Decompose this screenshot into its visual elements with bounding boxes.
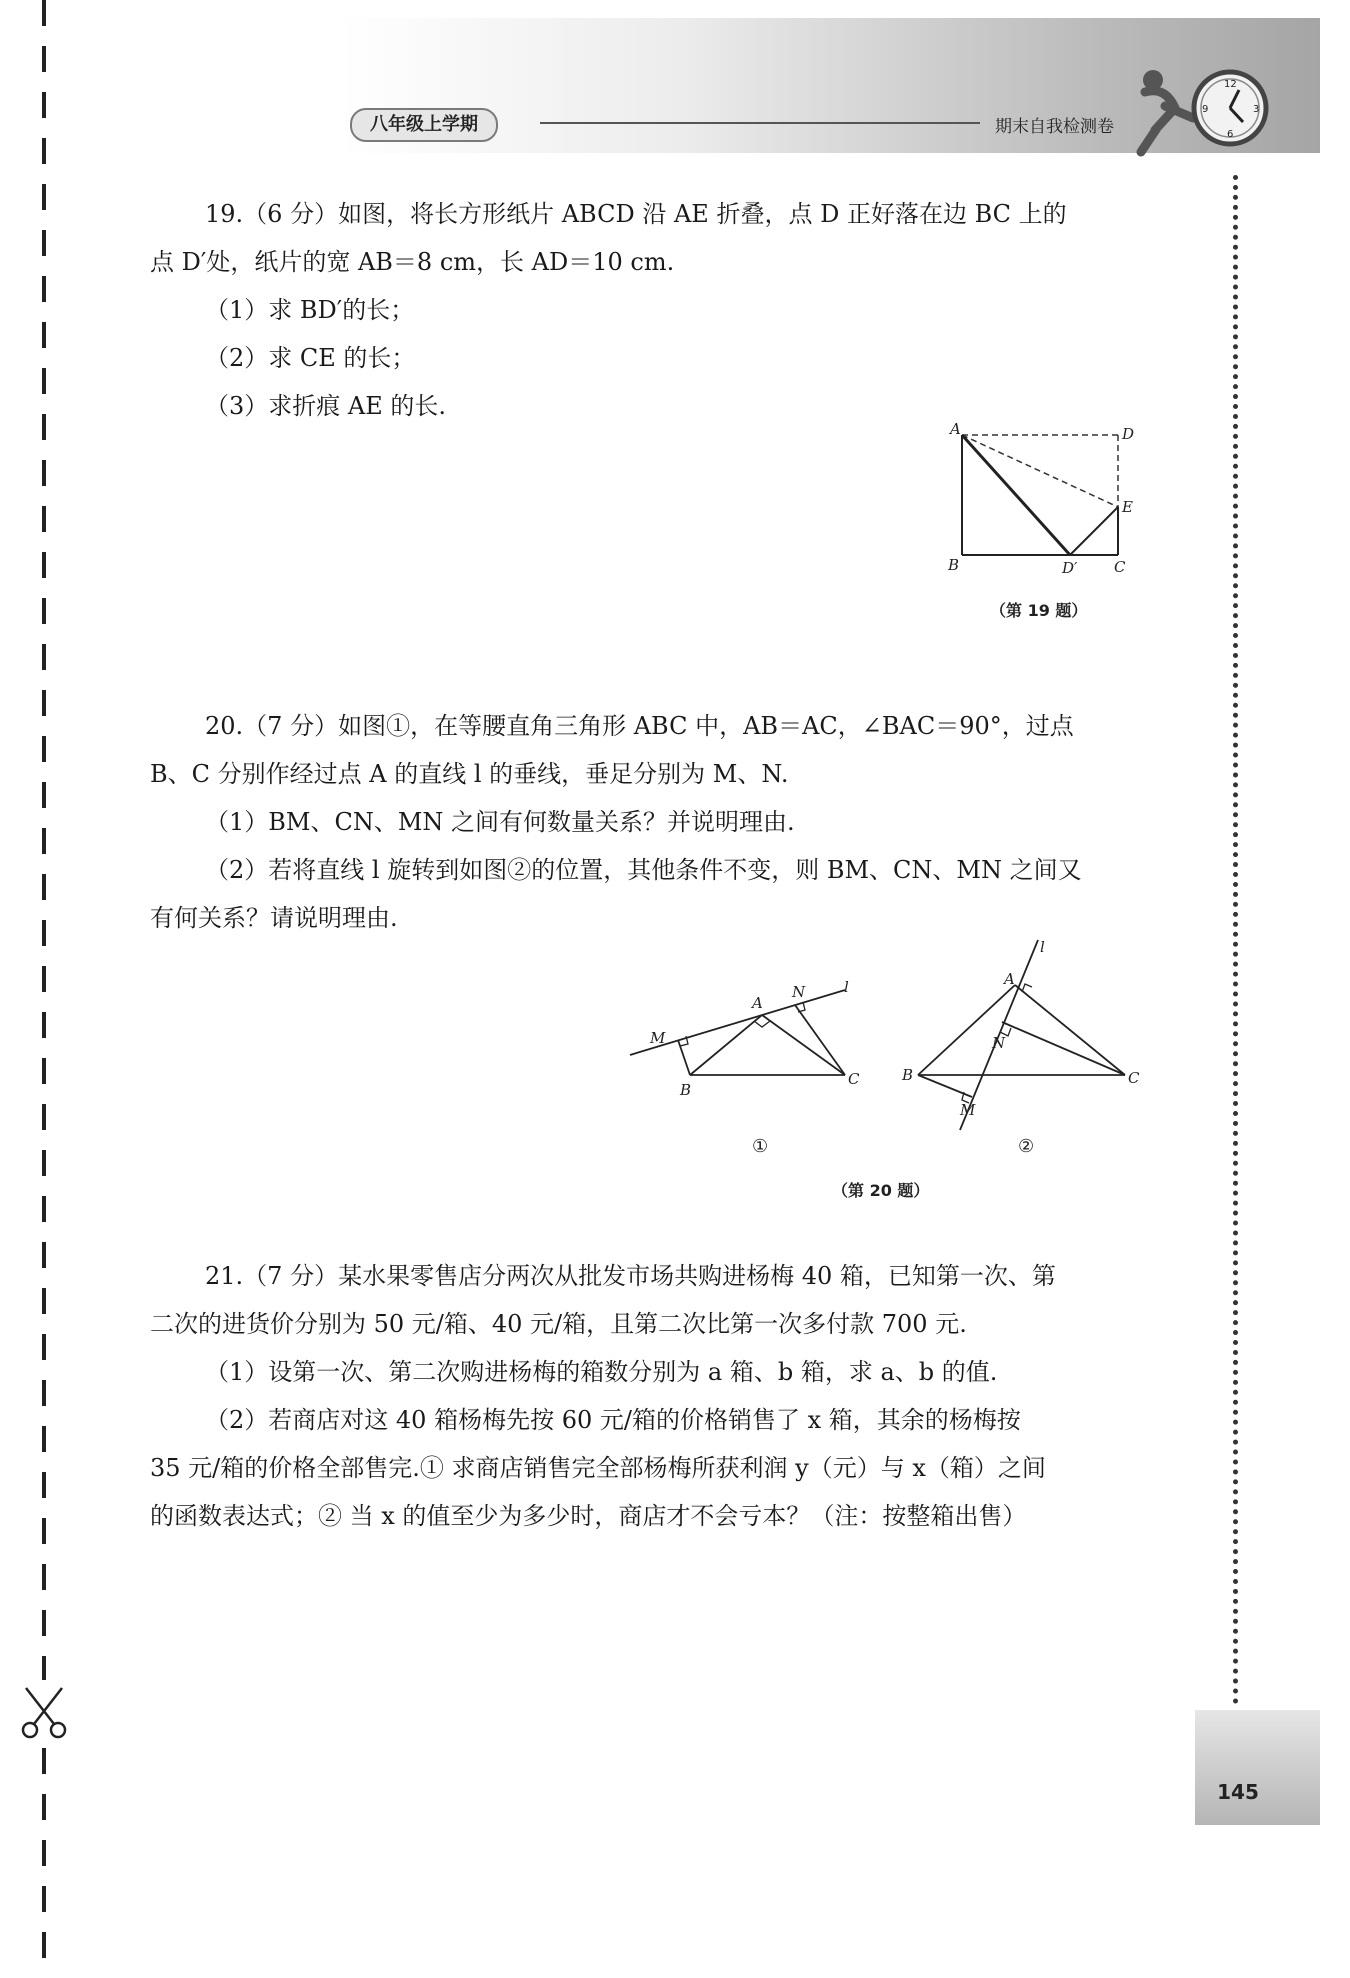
q19-stem-2: 点 D′处，纸片的宽 AB＝8 cm，长 AD＝10 cm. xyxy=(150,248,675,276)
fig20a-label-A: A xyxy=(752,994,763,1012)
q19-part-3: （3）求折痕 AE 的长. xyxy=(205,392,447,420)
fig20a-label-l: l xyxy=(844,978,849,996)
header-left-label: 八年级上学期 xyxy=(350,108,498,142)
fig20a-label-B: B xyxy=(680,1081,692,1099)
header-rule xyxy=(540,122,980,124)
question-20 xyxy=(150,702,1140,942)
fig20b-label-C: C xyxy=(1128,1069,1140,1087)
q20-stem-2: B、C 分别作经过点 A 的直线 l 的垂线，垂足分别为 M、N. xyxy=(150,760,789,788)
svg-text:3: 3 xyxy=(1253,104,1260,115)
fig20a-label-M: M xyxy=(650,1029,666,1047)
fig19-label-A: A xyxy=(950,420,961,438)
q19-stem: 19.（6 分）如图，将长方形纸片 ABCD 沿 AE 折叠，点 D 正好落在边 BC 上的 xyxy=(205,200,1067,228)
fig20b-label-l: l xyxy=(1040,938,1045,956)
figure-20 xyxy=(620,940,1150,1140)
fig20-sub2: ② xyxy=(1018,1136,1035,1157)
q21-part-2b: 35 元/箱的价格全部售完.① 求商店销售完全部杨梅所获利润 y（元）与 x（箱）之间 xyxy=(150,1454,1046,1482)
page-number-box xyxy=(1195,1710,1320,1825)
q19-part-1: （1）求 BD′的长； xyxy=(205,296,415,324)
fig20a-label-C: C xyxy=(848,1070,860,1088)
fig19-label-Dprime: D′ xyxy=(1062,559,1078,577)
fig20b-label-M: M xyxy=(960,1101,976,1119)
q20-part-2: （2）若将直线 l 旋转到如图②的位置，其他条件不变，则 BM、CN、MN 之间又 xyxy=(205,856,1082,884)
dotted-margin-line xyxy=(1233,175,1238,1705)
q20-part-2b: 有何关系？请说明理由. xyxy=(150,904,398,932)
fig19-label-D: D xyxy=(1122,425,1135,443)
fig20-sub1: ① xyxy=(752,1136,769,1157)
q20-stem: 20.（7 分）如图①，在等腰直角三角形 ABC 中，AB＝AC，∠BAC＝90°，过点 xyxy=(205,712,1074,740)
q21-part-2c: 的函数表达式；② 当 x 的值至少为多少时，商店才不会亏本？（注：按整箱出售） xyxy=(150,1502,1027,1530)
svg-text:12: 12 xyxy=(1224,79,1237,90)
question-19 xyxy=(150,190,1140,430)
q21-part-1: （1）设第一次、第二次购进杨梅的箱数分别为 a 箱、b 箱，求 a、b 的值. xyxy=(205,1358,998,1386)
runner-clock-icon xyxy=(1135,60,1275,160)
fig19-label-E: E xyxy=(1122,498,1133,516)
q21-part-2: （2）若商店对这 40 箱杨梅先按 60 元/箱的价格销售了 x 箱，其余的杨梅按 xyxy=(205,1406,1021,1434)
fig20b-label-B: B xyxy=(902,1066,914,1084)
fig19-label-B: B xyxy=(948,556,960,574)
figure-19 xyxy=(930,420,1150,590)
q19-part-2: （2）求 CE 的长； xyxy=(205,344,416,372)
q21-stem-2: 二次的进货价分别为 50 元/箱、40 元/箱，且第二次比第一次多付款 700 元. xyxy=(150,1310,967,1338)
svg-text:9: 9 xyxy=(1202,104,1209,115)
fig20a-label-N: N xyxy=(792,983,806,1001)
fig19-label-C: C xyxy=(1114,558,1126,576)
page-number: 145 xyxy=(1217,1780,1259,1804)
question-21 xyxy=(150,1252,1140,1540)
fig20b-label-N: N xyxy=(992,1034,1006,1052)
fig19-caption: （第 19 题） xyxy=(990,601,1088,620)
fig20-caption: （第 20 题） xyxy=(832,1181,930,1200)
header-right-label: 期末自我检测卷 xyxy=(995,117,1114,137)
svg-text:6: 6 xyxy=(1227,129,1234,140)
fig20b-label-A: A xyxy=(1004,970,1015,988)
q21-stem: 21.（7 分）某水果零售店分两次从批发市场共购进杨梅 40 箱，已知第一次、第 xyxy=(205,1262,1056,1290)
q20-part-1: （1）BM、CN、MN 之间有何数量关系？并说明理由. xyxy=(205,808,795,836)
scissors-icon xyxy=(14,1680,74,1740)
